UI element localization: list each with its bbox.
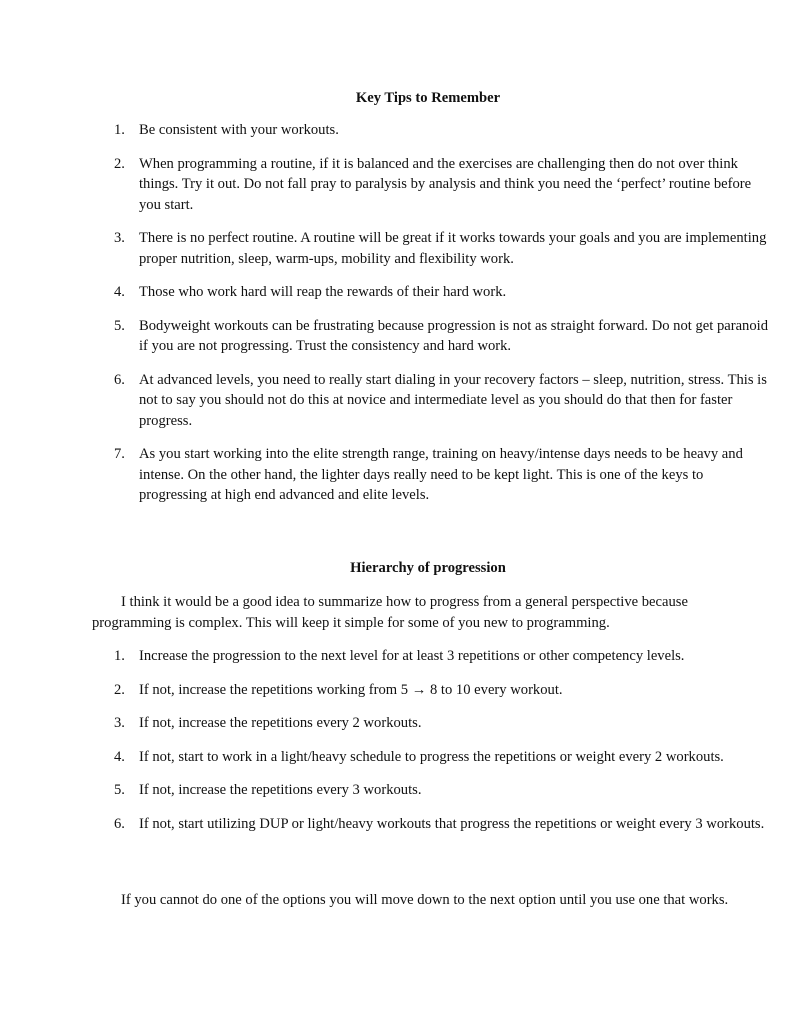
- list-item: [0, 370, 769, 432]
- list-item-text: If not, increase the repetitions every 2 workouts.: [139, 715, 422, 731]
- list-item: [0, 316, 769, 357]
- progression-list: [0, 646, 800, 847]
- list-item: [0, 814, 769, 835]
- list-item-text: As you start working into the elite strength range, training on heavy/intense days needs to be heavy and intense. On the other hand, the lighter days really need to be kept light. This is one of the keys to progressing at high end advanced and elite levels.: [139, 446, 743, 503]
- list-number: 7.: [114, 446, 125, 462]
- list-item-text: Bodyweight workouts can be frustrating because progression is not as straight forward. Do not get paranoid if you are not progressing. Trust the consistency and hard work.: [139, 317, 769, 354]
- list-item-text: When programming a routine, if it is balanced and the exercises are challenging then do not over think things. Try it out. Do not fall pray to paralysis by analysis and think you need the ‘perfect’ routine before you start.: [139, 155, 752, 213]
- list-number: 1.: [114, 122, 125, 138]
- list-item-text: Those who work hard will reap the rewards of their hard work.: [139, 284, 507, 300]
- key-tips-list: [0, 120, 800, 519]
- list-item: [0, 444, 769, 506]
- list-item-text: If not, start to work in a light/heavy schedule to progress the repetitions or weight every 2 workouts.: [139, 748, 724, 765]
- list-number: 6.: [114, 371, 125, 388]
- list-item: [0, 282, 769, 303]
- list-item-text: If not, increase the repetitions every 3 workouts.: [139, 782, 422, 798]
- list-item: [0, 228, 769, 269]
- list-item-text: If not, start utilizing DUP or light/heavy workouts that progress the repetitions or weight every 3 workouts.: [139, 815, 765, 832]
- list-item-text: Increase the progression to the next level for at least 3 repetitions or other competency levels.: [139, 648, 685, 664]
- list-number: 6.: [114, 815, 125, 832]
- list-item: [0, 747, 769, 768]
- list-item: [0, 120, 769, 141]
- list-number: 2.: [114, 155, 125, 172]
- list-number: 2.: [114, 681, 125, 698]
- list-number: 3.: [114, 230, 125, 246]
- list-item: [0, 780, 769, 801]
- list-number: 5.: [114, 782, 125, 798]
- closing-paragraph: If you cannot do one of the options you will move down to the next option until you use one that works.: [121, 892, 729, 908]
- list-number: 3.: [114, 715, 125, 731]
- list-item: [0, 680, 769, 701]
- list-item-text: Be consistent with your workouts.: [139, 122, 339, 138]
- list-item-text: At advanced levels, you need to really start dialing in your recovery factors – sleep, nutrition, stress. This is not to say you should not do this at novice and intermediate level as you should do that then for faster progress.: [139, 371, 767, 429]
- intro-paragraph: I think it would be a good idea to summarize how to progress from a general perspective because programming is complex. This will keep it simple for some of you new to programming.: [92, 594, 688, 631]
- list-number: 4.: [114, 748, 125, 765]
- section-title-key-tips: Key Tips to Remember: [355, 90, 501, 106]
- list-item-text: If not, increase the repetitions working from 5 → 8 to 10 every workout.: [139, 681, 563, 698]
- section-title-hierarchy: Hierarchy of progression: [350, 560, 506, 576]
- list-item-text: There is no perfect routine. A routine will be great if it works towards your goals and you are implementing proper nutrition, sleep, warm-ups, mobility and flexibility work.: [139, 230, 767, 267]
- list-number: 1.: [114, 648, 125, 664]
- list-number: 4.: [114, 284, 125, 300]
- list-number: 5.: [114, 317, 125, 334]
- list-item: [0, 713, 769, 734]
- list-item: [0, 646, 769, 667]
- list-item: [0, 154, 769, 216]
